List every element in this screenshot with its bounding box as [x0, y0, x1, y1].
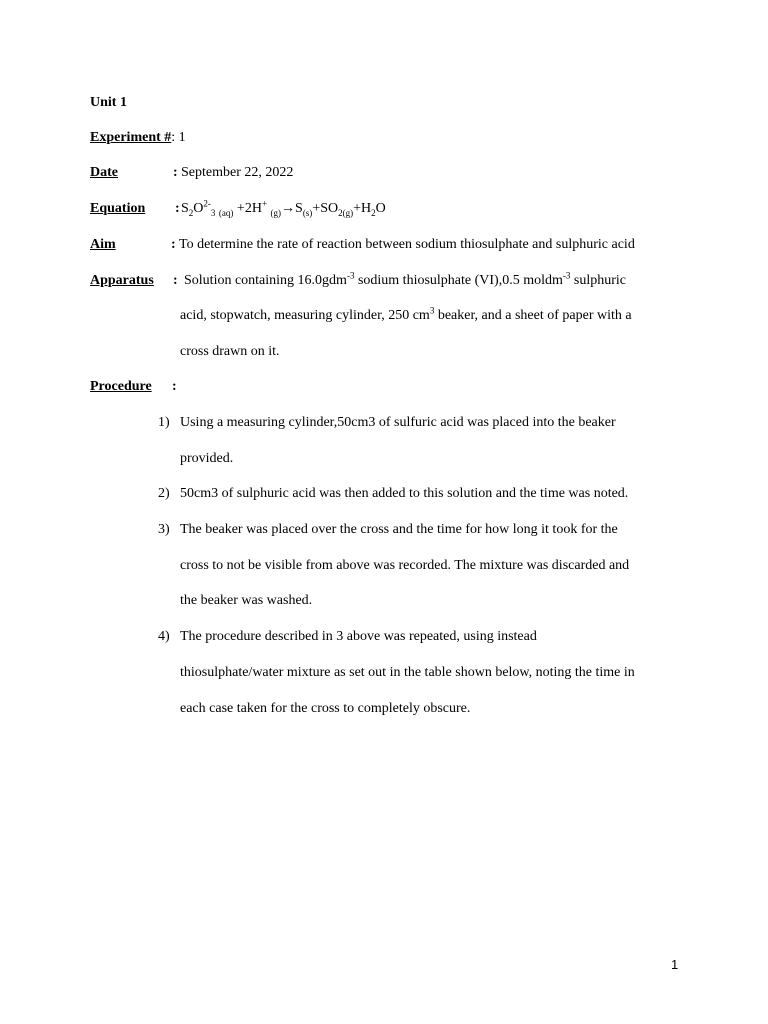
apparatus-row: [90, 272, 710, 290]
date-colon: :: [173, 165, 178, 180]
chemical-equation: $S_2O^{2-}_3$ $_{(aq)}$ +2H+ $_{(g)}\to S_{(s)}+SO_{2(g)}+H_2O$: [181, 198, 386, 218]
aim-colon: :: [171, 237, 176, 252]
step-text: the beaker was washed.: [180, 593, 313, 608]
step-number: 4): [158, 629, 170, 644]
step-text: Using a measuring cylinder,50cm3 of sulfuric acid was placed into the beaker: [180, 415, 616, 430]
experiment-label: Experiment #: [90, 130, 172, 145]
apparatus-colon: :: [173, 273, 178, 288]
equation-colon: :: [175, 201, 180, 216]
step-text: cross to not be visible from above was recorded. The mixture was discarded and: [180, 558, 630, 573]
aim-label: Aim: [90, 237, 116, 252]
procedure-row: [90, 378, 290, 396]
apparatus-line-3: cross drawn on it.: [180, 344, 280, 359]
procedure-colon: :: [172, 379, 177, 394]
equation-label: Equation: [90, 201, 146, 216]
step-number: 1): [158, 415, 170, 430]
step-text: thiosulphate/water mixture as set out in the table shown below, noting the time in: [180, 665, 635, 680]
apparatus-line-2: acid, stopwatch, measuring cylinder, 250 $cm^3$ beaker, and a sheet of paper with a: [180, 305, 632, 323]
page-number: 1: [671, 957, 679, 972]
step-text: 50cm3 of sulphuric acid was then added to this solution and the time was noted.: [180, 486, 629, 501]
experiment-value: : 1: [171, 130, 186, 145]
date-label: Date: [90, 165, 118, 180]
step-text: provided.: [180, 451, 234, 466]
date-row: [90, 164, 690, 182]
equation-row: [90, 200, 690, 218]
date-value: September 22, 2022: [181, 165, 294, 180]
step-text: The procedure described in 3 above was repeated, using instead: [180, 629, 537, 644]
aim-row: [90, 236, 710, 254]
step-number: 2): [158, 486, 170, 501]
step-text: each case taken for the cross to completely obscure.: [180, 701, 471, 716]
apparatus-line-1: Solution containing 16.0gdm$^{-3}$ sodium thiosulphate (VI),0.5 moldm$^{-3}$ sulphuric: [184, 270, 626, 288]
step-number: 3): [158, 522, 170, 537]
step-text: The beaker was placed over the cross and the time for how long it took for the: [180, 522, 618, 537]
apparatus-label: Apparatus: [90, 273, 154, 288]
procedure-label: Procedure: [90, 379, 152, 394]
experiment-row: [90, 129, 186, 147]
aim-value: To determine the rate of reaction between sodium thiosulphate and sulphuric acid: [179, 237, 635, 252]
unit-heading: Unit 1: [90, 95, 127, 110]
